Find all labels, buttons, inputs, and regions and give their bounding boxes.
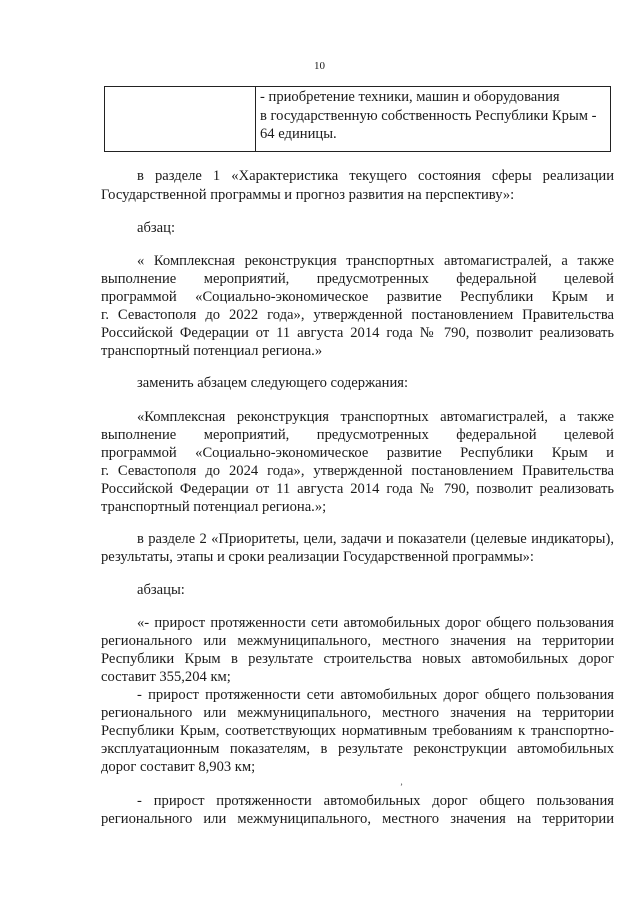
item1-line: «- прирост протяженности сети автомобильных дорог общего пользования — [137, 615, 614, 631]
new-paragraph-line: программой «Социально-экономическое развитие Республики Крым и — [101, 445, 614, 461]
new-paragraph-line: выполнение мероприятий, предусмотренных федеральной целевой — [101, 427, 614, 443]
new-paragraph-line: Российской Федерации от 11 августа 2014 года № 790, позволит реализовать — [101, 481, 614, 497]
section2-intro-line: в разделе 2 «Приоритеты, цели, задачи и показатели (целевые индикаторы), — [137, 531, 614, 547]
table-text-cell — [256, 87, 611, 152]
table-line: - приобретение техники, машин и оборудования — [260, 89, 560, 105]
item3-line: регионального или межмуниципального, местного значения на территории — [101, 811, 614, 827]
old-paragraph-line: г. Севастополя до 2022 года», утвержденной постановлением Правительства — [101, 307, 614, 323]
item2-line: регионального или межмуниципального, местного значения на территории — [101, 705, 614, 721]
table-line: 64 единицы. — [260, 126, 337, 142]
replace-label: заменить абзацем следующего содержания: — [137, 375, 409, 391]
continuation-table — [104, 86, 611, 152]
section2-intro-line: результаты, этапы и сроки реализации Государственной программы»: — [101, 549, 534, 565]
new-paragraph-line: транспортный потенциал региона.»; — [101, 499, 327, 515]
item2-line: Республики Крым, соответствующих нормативным требованиям к транспортно- — [101, 723, 614, 739]
section1-intro-line: Государственной программы и прогноз развития на перспективу»: — [101, 187, 515, 203]
item1-line: регионального или межмуниципального, местного значения на территории — [101, 633, 614, 649]
new-paragraph-line: «Комплексная реконструкция транспортных автомагистралей, а также — [137, 409, 614, 425]
new-paragraph-line: г. Севастополя до 2024 года», утвержденной постановлением Правительства — [101, 463, 614, 479]
item3-line: - прирост протяженности автомобильных дорог общего пользования — [137, 793, 614, 809]
item1-line: Республики Крым в результате строительства новых автомобильных дорог — [101, 651, 614, 667]
table-empty-cell — [105, 87, 256, 152]
page-number: 10 — [314, 60, 325, 72]
item1-line: составит 355,204 км; — [101, 669, 231, 685]
old-paragraph-line: программой «Социально-экономическое развитие Республики Крым и — [101, 289, 614, 305]
item2-line: дорог составит 8,903 км; — [101, 759, 256, 775]
old-paragraph-line: выполнение мероприятий, предусмотренных федеральной целевой — [101, 271, 614, 287]
old-paragraph-line: « Комплексная реконструкция транспортных автомагистралей, а также — [137, 253, 614, 269]
section1-label: абзац: — [137, 220, 176, 236]
section2-label: абзацы: — [137, 582, 185, 598]
item2-line: эксплуатационным показателям, в результате реконструкции автомобильных — [101, 741, 614, 757]
old-paragraph-line: Российской Федерации от 11 августа 2014 года № 790, позволит реализовать — [101, 325, 614, 341]
old-paragraph-line: транспортный потенциал региона.» — [101, 343, 323, 359]
item2-line: - прирост протяженности сети автомобильных дорог общего пользования — [137, 687, 614, 703]
scan-mark: ʼ — [400, 782, 403, 792]
table-line: в государственную собственность Республики Крым - — [260, 107, 597, 124]
section1-intro-line: в разделе 1 «Характеристика текущего состояния сферы реализации — [137, 168, 614, 184]
